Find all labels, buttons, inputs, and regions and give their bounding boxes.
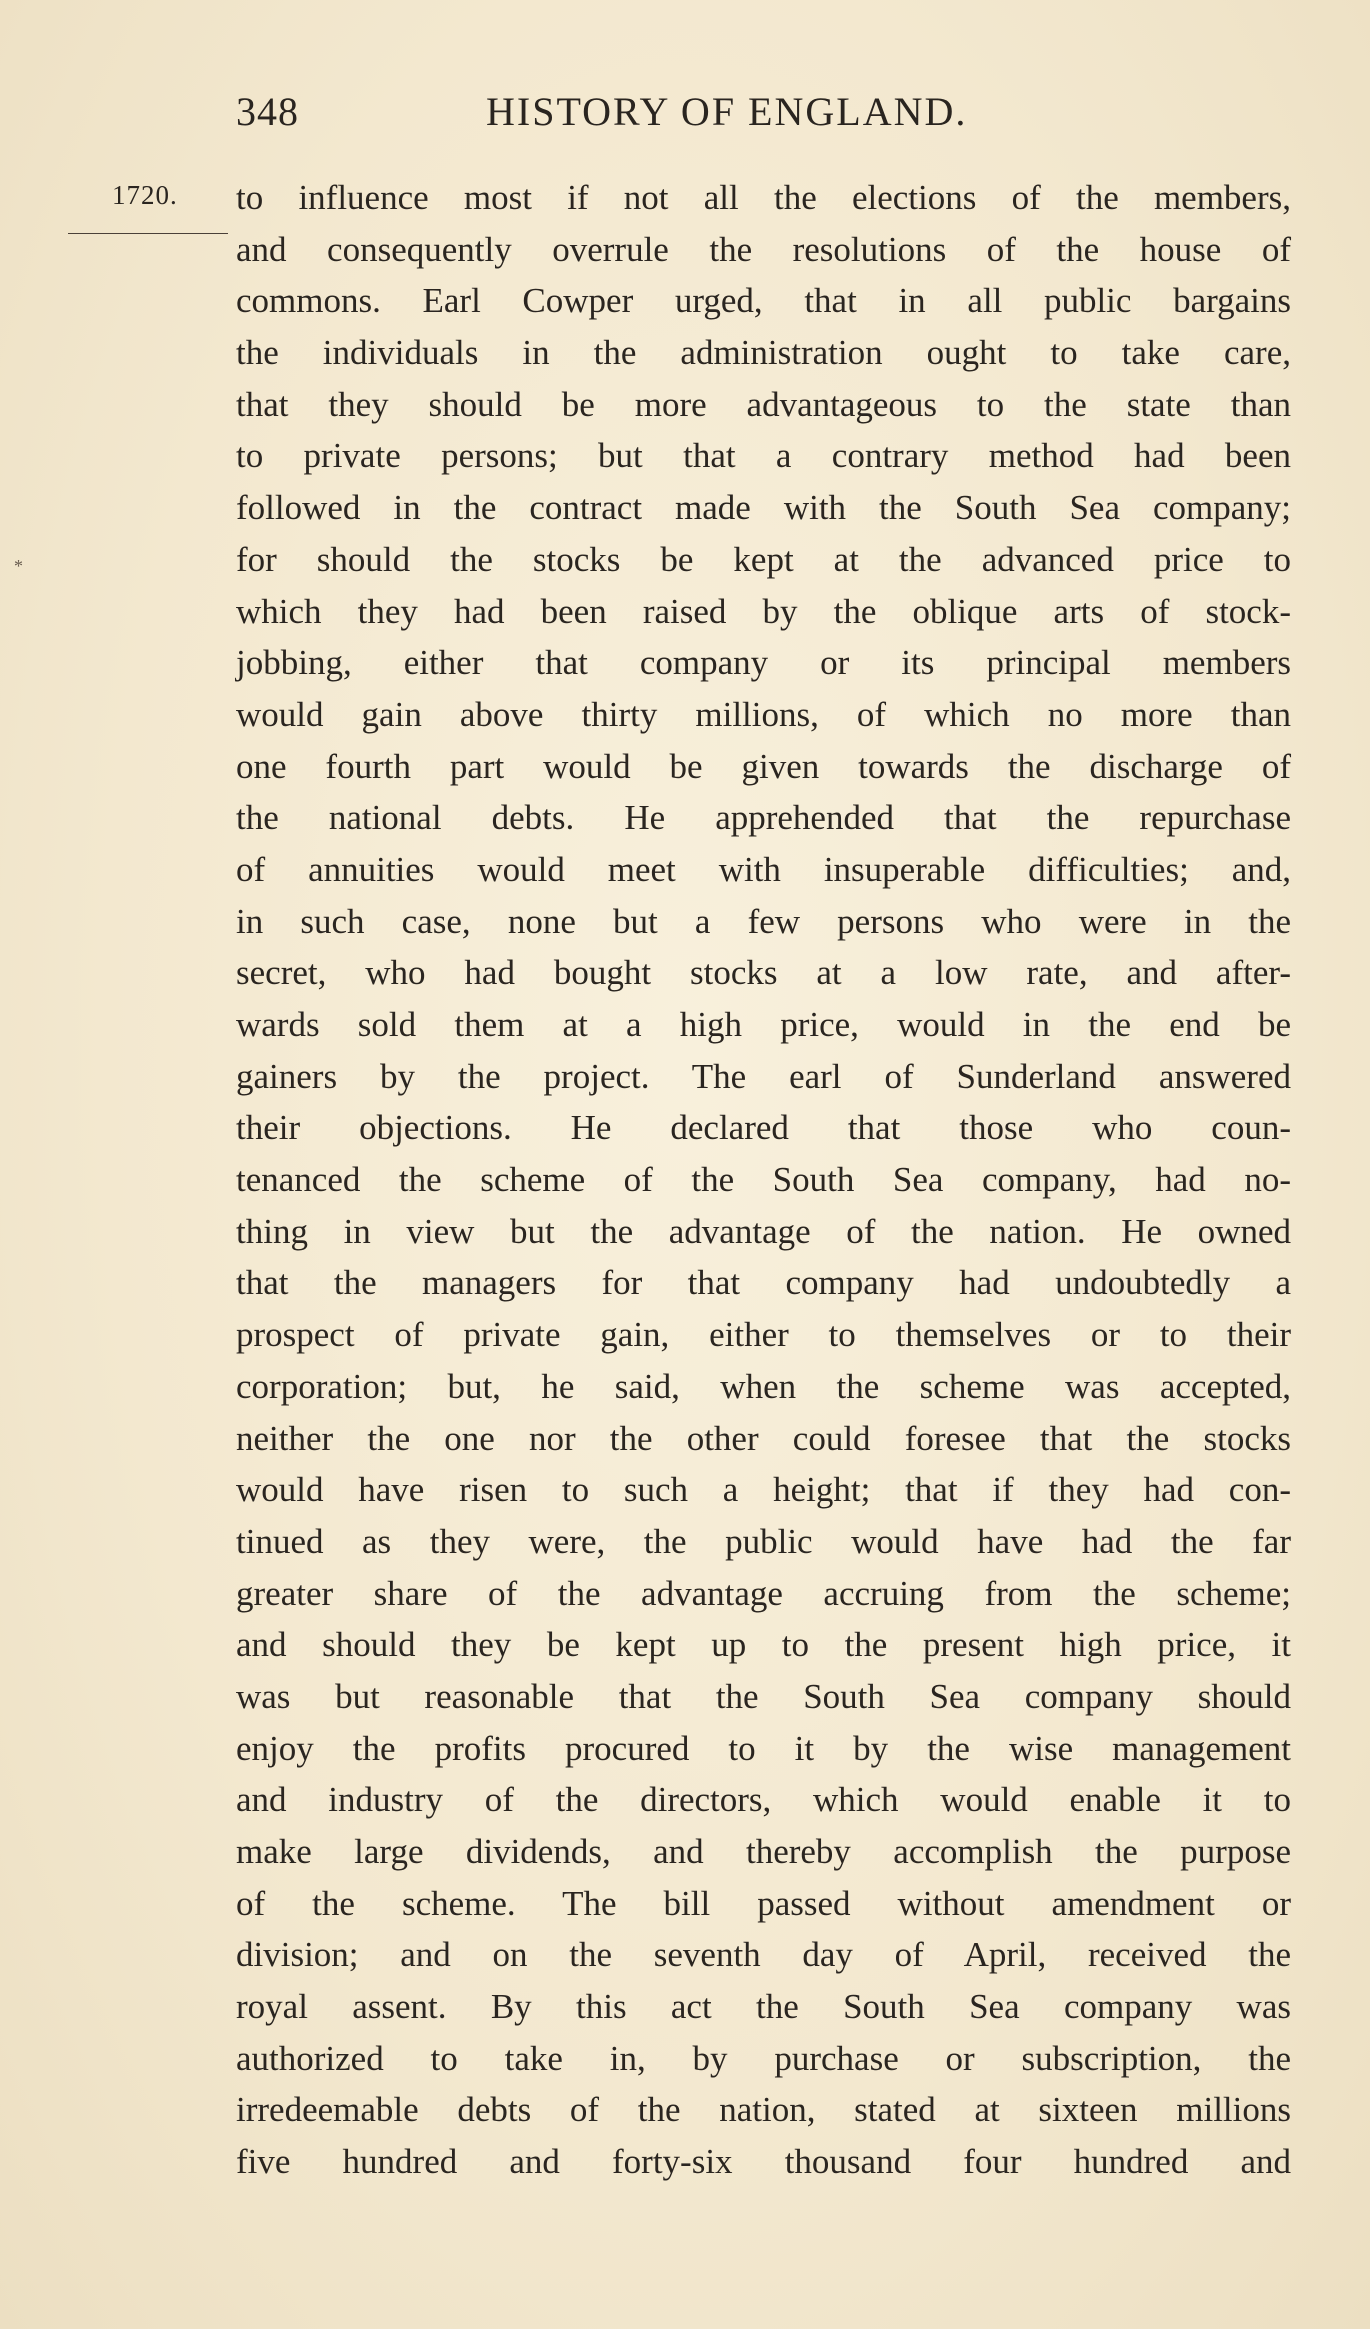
- text-line: jobbing, either that company or its principal members: [236, 643, 1291, 683]
- text-line: gainers by the project. The earl of Sunderland answered: [236, 1056, 1291, 1096]
- text-line: make large dividends, and thereby accomplish the purpose: [236, 1832, 1291, 1871]
- page-header: [236, 88, 1076, 148]
- text-line: irredeemable debts of the nation, stated at sixteen millions: [236, 2090, 1291, 2130]
- text-line: royal assent. By this act the South Sea company was: [236, 1987, 1291, 2027]
- text-line: secret, who had bought stocks at a low rate, and after-: [236, 953, 1291, 993]
- text-line: was but reasonable that the South Sea company should: [236, 1676, 1291, 1716]
- text-line: greater share of the advantage accruing from the scheme;: [236, 1573, 1291, 1613]
- text-line: authorized to take in, by purchase or subscription, the: [236, 2038, 1291, 2078]
- margin-mark: *: [14, 556, 23, 576]
- text-line: in such case, none but a few persons who were in the: [236, 901, 1291, 941]
- text-line: enjoy the profits procured to it by the wise management: [236, 1728, 1291, 1768]
- text-line: division; and on the seventh day of April, received the: [236, 1935, 1291, 1975]
- text-line: for should the stocks be kept at the advanced price to: [236, 539, 1291, 579]
- text-line: thing in view but the advantage of the nation. He owned: [236, 1211, 1291, 1251]
- running-title: HISTORY OF ENGLAND.: [486, 89, 968, 134]
- page-number: 348: [236, 89, 299, 134]
- text-line: tenanced the scheme of the South Sea company, had no-: [236, 1160, 1291, 1200]
- text-line: one fourth part would be given towards the discharge of: [236, 746, 1291, 786]
- margin-rule: [68, 233, 228, 234]
- text-line: and consequently overrule the resolutions of the house of: [236, 229, 1291, 269]
- text-line: the national debts. He apprehended that the repurchase: [236, 798, 1291, 838]
- text-line: their objections. He declared that those who coun-: [236, 1108, 1291, 1148]
- text-line: wards sold them at a high price, would in the end be: [236, 1005, 1291, 1044]
- text-line: followed in the contract made with the South Sea company;: [236, 488, 1291, 528]
- text-line: and should they be kept up to the present high price, it: [236, 1625, 1291, 1665]
- text-line: tinued as they were, the public would have had the far: [236, 1521, 1291, 1561]
- text-line: commons. Earl Cowper urged, that in all public bargains: [236, 281, 1291, 321]
- body-text: [236, 172, 1291, 2188]
- text-line: to influence most if not all the elections of the members,: [236, 178, 1291, 217]
- text-line: neither the one nor the other could foresee that the stocks: [236, 1418, 1291, 1458]
- text-line: and industry of the directors, which would enable it to: [236, 1780, 1291, 1820]
- text-line: prospect of private gain, either to themselves or to their: [236, 1315, 1291, 1355]
- text-line: of the scheme. The bill passed without amendment or: [236, 1883, 1291, 1923]
- text-line: that they should be more advantageous to the state than: [236, 384, 1291, 424]
- text-line: corporation; but, he said, when the scheme was accepted,: [236, 1366, 1291, 1406]
- text-line: that the managers for that company had undoubtedly a: [236, 1263, 1291, 1303]
- text-line: would have risen to such a height; that if they had con-: [236, 1470, 1291, 1510]
- text-line: which they had been raised by the oblique arts of stock-: [236, 591, 1291, 631]
- text-line: five hundred and forty-six thousand four hundred and: [236, 2142, 1291, 2182]
- margin-year: 1720.: [112, 180, 178, 210]
- text-line: would gain above thirty millions, of which no more than: [236, 694, 1291, 734]
- text-line: of annuities would meet with insuperable difficulties; and,: [236, 849, 1291, 889]
- text-line: to private persons; but that a contrary method had been: [236, 436, 1291, 476]
- text-line: the individuals in the administration ought to take care,: [236, 333, 1291, 373]
